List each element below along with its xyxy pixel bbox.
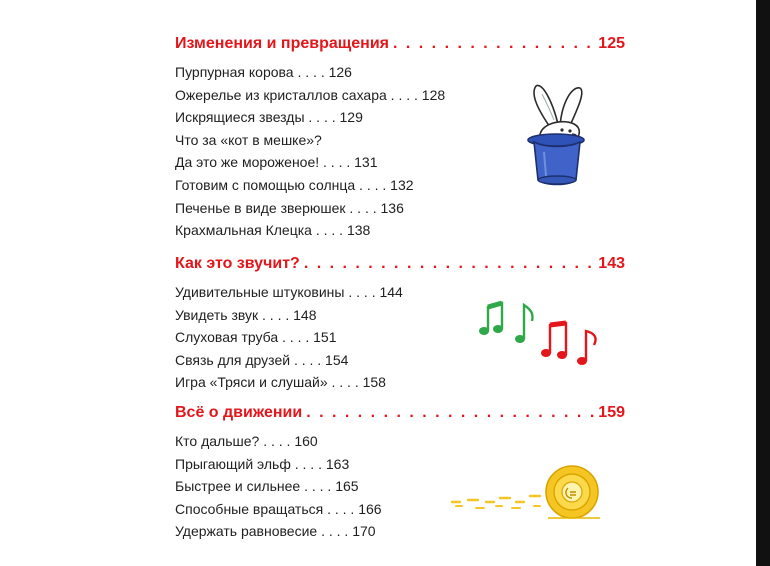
toc-item[interactable]: Способные вращаться . . . . 166	[175, 500, 382, 517]
toc-item[interactable]: Искрящиеся звезды . . . . 129	[175, 109, 363, 126]
toc-item[interactable]: Что за «кот в мешке»?	[175, 131, 322, 148]
section-heading[interactable]	[175, 255, 625, 281]
toc-item[interactable]: Ожерелье из кристаллов сахара . . . . 128	[175, 86, 446, 103]
section-page-number: 143	[598, 255, 625, 272]
page-edge	[756, 0, 770, 566]
toc-item[interactable]: Печенье в виде зверюшек . . . . 136	[175, 199, 404, 216]
section-heading[interactable]	[175, 35, 625, 61]
toc-item[interactable]: Крахмальная Клецка . . . . 138	[175, 222, 371, 239]
toc-item[interactable]: Пурпурная корова . . . . 126	[175, 64, 352, 80]
leader-dots	[306, 404, 595, 422]
rolling-wheel-icon	[440, 458, 610, 528]
bunny-in-hat-icon	[518, 80, 598, 190]
section-heading[interactable]	[175, 404, 625, 430]
leader-dots	[304, 255, 595, 273]
section-title: Изменения и превращения	[175, 35, 389, 52]
toc-item[interactable]: Да это же мороженое! . . . . 131	[175, 154, 378, 171]
section-page-number: 159	[598, 404, 625, 421]
leader-dots	[393, 35, 595, 53]
toc-item[interactable]: Кто дальше? . . . . 160	[175, 433, 318, 449]
section-page-number: 125	[598, 35, 625, 52]
toc-item[interactable]: Связь для друзей . . . . 154	[175, 351, 349, 368]
toc-item[interactable]: Быстрее и сильнее . . . . 165	[175, 478, 359, 495]
toc-item[interactable]: Удивительные штуковины . . . . 144	[175, 284, 403, 300]
toc-item[interactable]: Слуховая труба . . . . 151	[175, 329, 337, 346]
toc-item[interactable]: Прыгающий эльф . . . . 163	[175, 455, 350, 472]
toc-item[interactable]: Готовим с помощью солнца . . . . 132	[175, 176, 414, 193]
section-title: Всё о движении	[175, 404, 303, 421]
toc-item[interactable]: Увидеть звук . . . . 148	[175, 306, 317, 323]
toc-item[interactable]: Удержать равновесие . . . . 170	[175, 523, 376, 540]
music-notes-icon	[470, 293, 610, 373]
toc-item[interactable]: Игра «Тряси и слушай» . . . . 158	[175, 374, 386, 391]
section-title: Как это звучит?	[175, 255, 300, 272]
